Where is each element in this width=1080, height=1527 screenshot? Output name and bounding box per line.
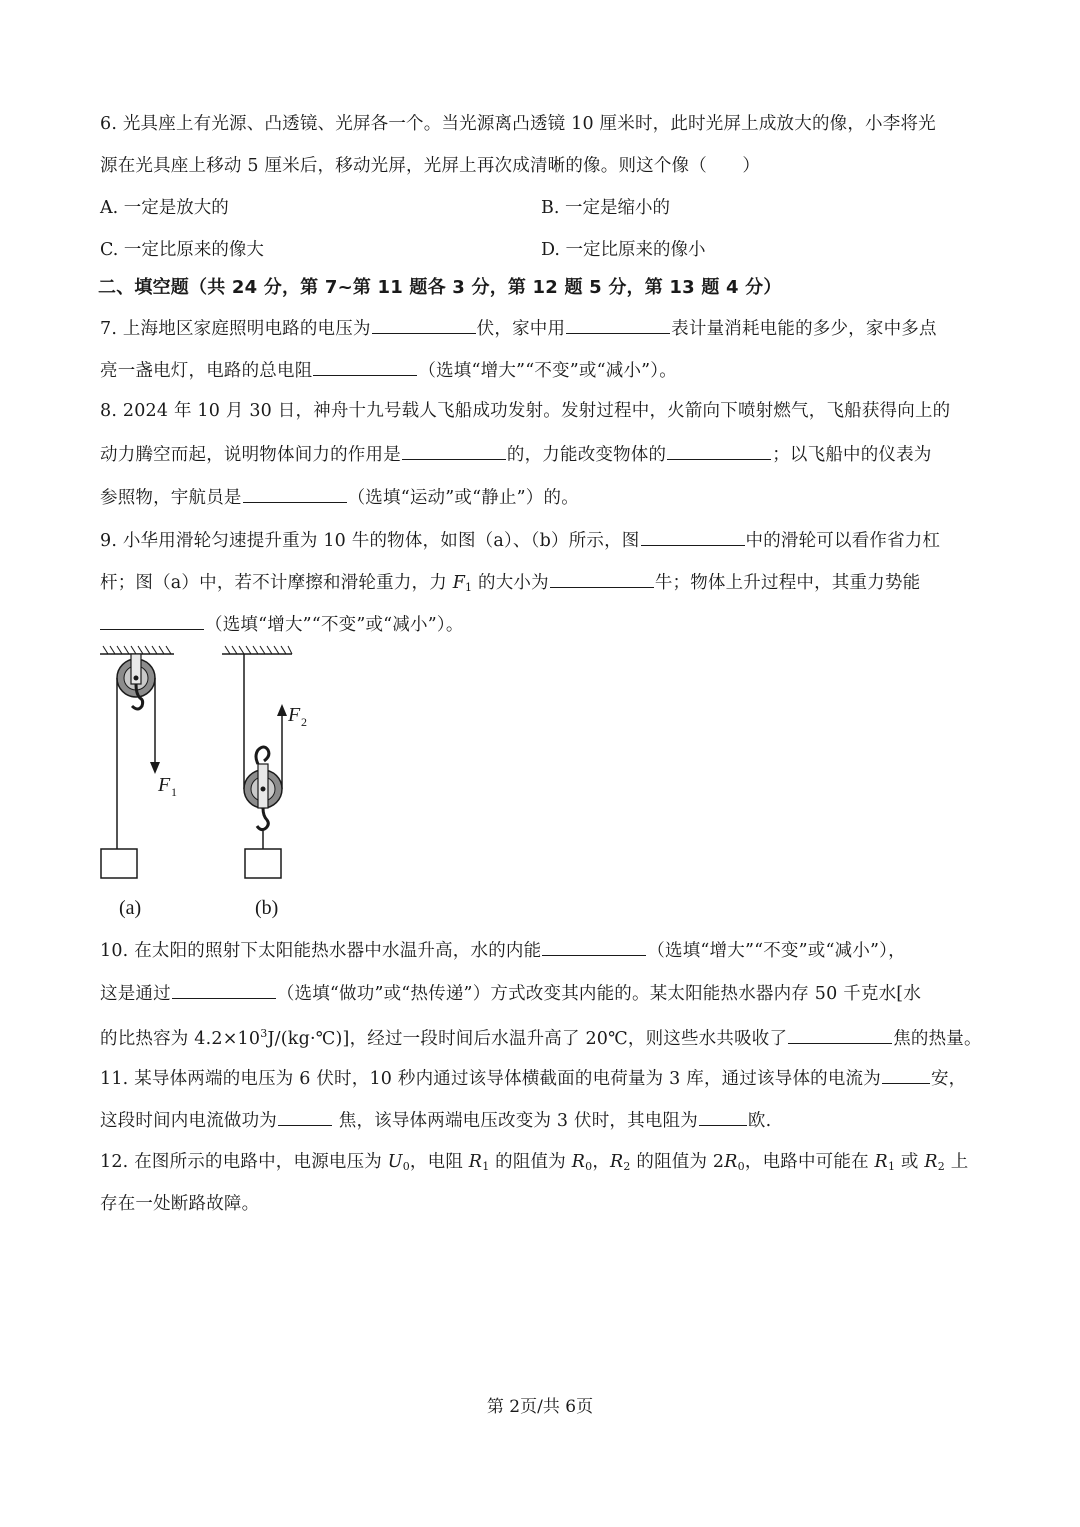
q8-text-4: 参照物，宇航员是 bbox=[100, 488, 242, 508]
q12-text-7: 或 bbox=[895, 1152, 925, 1172]
q12-r0-subscript: 0 bbox=[585, 1160, 593, 1173]
section-2-title: 二、填空题（共 24 分，第 7~第 11 题各 3 分，第 12 题 5 分，第 13 题 4 分） bbox=[98, 277, 782, 298]
q11-blank-current[interactable] bbox=[882, 1065, 930, 1084]
label-f1: F bbox=[158, 774, 171, 796]
q9-blank-force[interactable] bbox=[550, 569, 654, 588]
q12-line-1 bbox=[100, 1150, 968, 1179]
q11-blank-work[interactable] bbox=[278, 1107, 332, 1126]
q10-blank-internal-energy[interactable] bbox=[542, 937, 646, 956]
q7-blank-resistance[interactable] bbox=[313, 357, 417, 376]
q12-r1-subscript-2: 1 bbox=[887, 1160, 896, 1173]
q12-text-8: 上 bbox=[944, 1152, 969, 1172]
q8-line-1: 8. 2024 年 10 月 30 日，神舟十九号载人飞船成功发射。发射过程中，火箭向下喷射燃气，飞船获得向上的 bbox=[100, 401, 951, 421]
arrow-f1 bbox=[150, 762, 160, 774]
q12-u-subscript: 0 bbox=[402, 1160, 410, 1173]
q10-blank-method[interactable] bbox=[172, 980, 276, 999]
q10-blank-heat[interactable] bbox=[788, 1025, 892, 1044]
figure-label-a: (a) bbox=[119, 897, 142, 919]
q8-text-3: ；以飞船中的仪表为 bbox=[772, 445, 932, 465]
q9-blank-energy[interactable] bbox=[100, 611, 204, 630]
q9-text-1: 9. 小华用滑轮匀速提升重为 10 牛的物体，如图（a）、（b）所示，图 bbox=[100, 531, 640, 551]
page-footer: 第 2页/共 6页 bbox=[486, 1397, 594, 1417]
q12-r2-symbol: R bbox=[610, 1152, 624, 1172]
q12-text-1: 12. 在图所示的电路中，电源电压为 bbox=[100, 1152, 388, 1172]
q11-line-2 bbox=[100, 1107, 771, 1133]
q8-line-3 bbox=[100, 484, 579, 510]
q6-option-c[interactable]: C. 一定比原来的像大 bbox=[100, 240, 264, 260]
q10-exponent: 3 bbox=[260, 1027, 268, 1040]
q11-text-4: 焦，该导体两端电压改变为 3 伏时，其电阻为 bbox=[333, 1111, 698, 1131]
q12-text-4: ， bbox=[592, 1152, 611, 1172]
fixed-pulley-a bbox=[117, 654, 155, 709]
q9-line-1 bbox=[100, 527, 940, 553]
q8-blank-mutual[interactable] bbox=[402, 441, 506, 460]
arrow-f2 bbox=[277, 704, 287, 716]
q7-line-2 bbox=[100, 357, 677, 383]
q12-r0-subscript-2: 0 bbox=[737, 1160, 745, 1173]
q8-line-2 bbox=[100, 441, 932, 467]
q11-text-5: 欧. bbox=[747, 1111, 772, 1131]
q11-text-2: 安， bbox=[930, 1069, 967, 1089]
load-block-a bbox=[101, 849, 137, 878]
q6-option-d[interactable]: D. 一定比原来的像小 bbox=[541, 240, 706, 260]
label-f2-sub: 2 bbox=[301, 715, 307, 729]
q8-blank-motion-state[interactable] bbox=[667, 441, 771, 460]
q12-r1-subscript: 1 bbox=[482, 1160, 490, 1173]
q7-text-3: 表计量消耗电能的多少，家中多点 bbox=[671, 319, 937, 339]
q11-line-1 bbox=[100, 1065, 966, 1091]
q9-text-5: 牛；物体上升过程中，其重力势能 bbox=[654, 573, 921, 593]
ceiling-a bbox=[100, 646, 174, 654]
q11-blank-resistance[interactable] bbox=[699, 1107, 747, 1126]
q12-text-5: 的阻值为 2 bbox=[630, 1152, 725, 1172]
q7-blank-voltage[interactable] bbox=[372, 315, 476, 334]
q7-text-2: 伏，家中用 bbox=[476, 319, 566, 339]
q12-r2-symbol-2: R bbox=[924, 1152, 938, 1172]
q12-text-3: 的阻值为 bbox=[489, 1152, 572, 1172]
q9-text-3: 杆；图（a）中，若不计摩擦和滑轮重力，力 bbox=[100, 573, 453, 593]
q12-text-6: ，电路中可能在 bbox=[744, 1152, 875, 1172]
q8-text-5: （选填“运动”或“静止”）的。 bbox=[347, 488, 579, 508]
q11-text-1: 11. 某导体两端的电压为 6 伏时，10 秒内通过该导体横截面的电荷量为 3 库，通过该导体的电流为 bbox=[100, 1069, 881, 1089]
label-f1-sub: 1 bbox=[171, 785, 177, 799]
q10-line-1 bbox=[100, 937, 906, 963]
q8-text-2: 的，力能改变物体的 bbox=[506, 445, 667, 465]
movable-pulley-b bbox=[244, 747, 282, 830]
q7-text-5: （选填“增大”“不变”或“减小”）。 bbox=[418, 361, 677, 381]
q10-text-1: 10. 在太阳的照射下太阳能热水器中水温升高，水的内能 bbox=[100, 941, 542, 961]
q9-text-2: 中的滑轮可以看作省力杠 bbox=[745, 531, 941, 551]
q6-line-1: 6. 光具座上有光源、凸透镜、光屏各一个。当光源离凸透镜 10 厘米时，此时光屏上成放大的像，小李将光 bbox=[100, 114, 936, 134]
q10-text-6: J/(kg·℃)]，经过一段时间后水温升高了 20℃，则这些水共吸收了 bbox=[267, 1029, 788, 1049]
q9-force-subscript: 1 bbox=[465, 581, 473, 594]
q10-text-5: 的比热容为 4.2×10 bbox=[100, 1029, 261, 1049]
q9-blank-figure[interactable] bbox=[641, 527, 745, 546]
q10-text-3: 这是通过 bbox=[100, 984, 171, 1004]
q10-text-7: 焦的热量。 bbox=[893, 1029, 982, 1049]
q7-blank-meter[interactable] bbox=[566, 315, 670, 334]
q7-text-1: 7. 上海地区家庭照明电路的电压为 bbox=[100, 319, 371, 339]
q8-text-1: 动力腾空而起，说明物体间力的作用是 bbox=[100, 445, 401, 465]
q12-r1-symbol: R bbox=[468, 1152, 483, 1172]
q9-force-symbol: F bbox=[452, 573, 466, 593]
q12-r2-subscript-2: 2 bbox=[937, 1160, 945, 1173]
q12-u-symbol: U bbox=[387, 1152, 403, 1172]
q6-option-a[interactable]: A. 一定是放大的 bbox=[100, 198, 229, 218]
q10-text-4: （选填“做功”或“热传递”）方式改变其内能的。某太阳能热水器内存 50 千克水[水 bbox=[276, 984, 922, 1004]
q12-text-2: ，电阻 bbox=[409, 1152, 469, 1172]
q7-text-4: 亮一盏电灯，电路的总电阻 bbox=[100, 361, 313, 381]
q12-r2-subscript: 2 bbox=[623, 1160, 631, 1173]
ceiling-b bbox=[222, 646, 292, 654]
q9-line-3 bbox=[100, 611, 464, 637]
q9-line-2 bbox=[100, 569, 920, 600]
q9-text-4: 的大小为 bbox=[472, 573, 549, 593]
q10-line-2 bbox=[100, 980, 921, 1006]
q10-text-2: （选填“增大”“不变”或“减小”）， bbox=[647, 941, 906, 961]
q12-r0-symbol: R bbox=[571, 1152, 586, 1172]
q8-blank-relative[interactable] bbox=[243, 484, 347, 503]
q12-r0-symbol-2: R bbox=[724, 1152, 738, 1172]
q12-line-2: 存在一处断路故障。 bbox=[100, 1194, 260, 1214]
q6-line-2: 源在光具座上移动 5 厘米后，移动光屏，光屏上再次成清晰的像。则这个像（ ） bbox=[100, 156, 761, 176]
q9-text-6: （选填“增大”“不变”或“减小”）。 bbox=[205, 615, 464, 635]
q11-text-3: 这段时间内电流做功为 bbox=[100, 1111, 277, 1131]
load-block-b bbox=[245, 849, 281, 878]
q10-line-3 bbox=[100, 1022, 982, 1051]
q7-line-1 bbox=[100, 315, 937, 341]
q12-r1-symbol-2: R bbox=[874, 1152, 888, 1172]
label-f2: F bbox=[288, 704, 301, 726]
q6-option-b[interactable]: B. 一定是缩小的 bbox=[541, 198, 670, 218]
pulley-figure bbox=[96, 644, 306, 892]
figure-label-b: (b) bbox=[255, 897, 279, 919]
